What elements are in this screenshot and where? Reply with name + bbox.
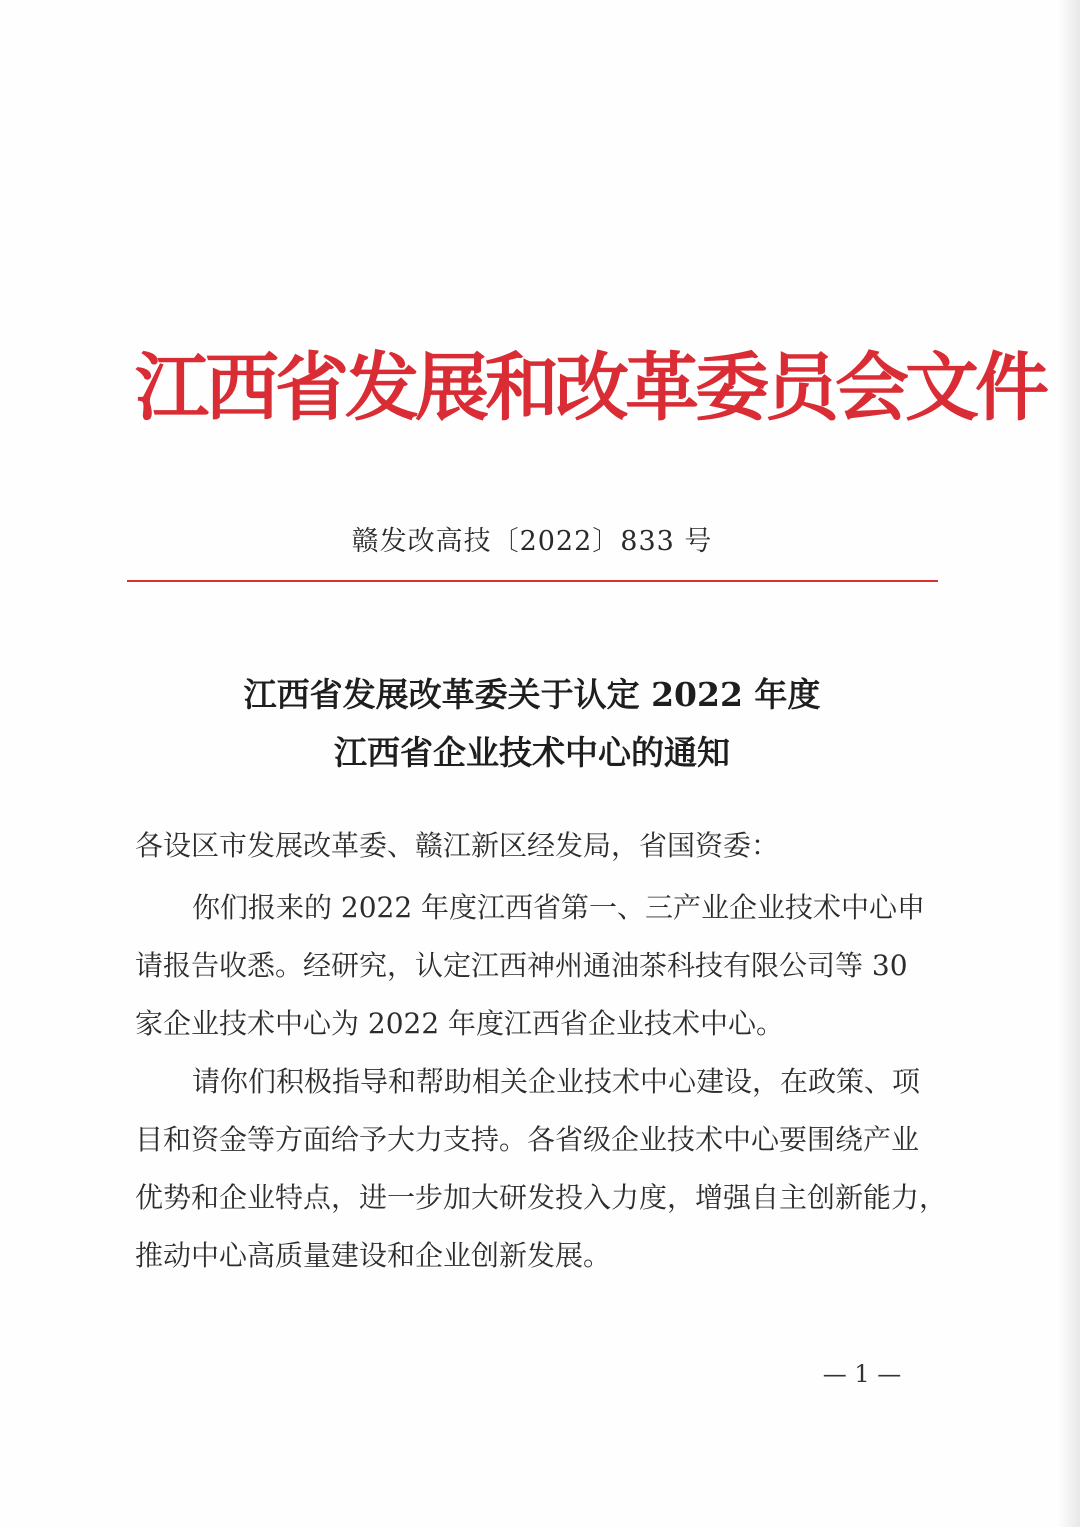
issuer-header: 江西省发展和改革委员会文件 bbox=[135, 345, 1045, 431]
document-number: 赣发改高技〔2022〕833 号 bbox=[351, 526, 713, 557]
paragraph-1-line-3: 家企业技术中心为 2022 年度江西省企业技术中心。 bbox=[135, 1007, 785, 1040]
paragraph-1-line-1: 你们报来的 2022 年度江西省第一、三产业企业技术中心申 bbox=[192, 891, 926, 924]
paragraph-2-line-1: 请你们积极指导和帮助相关企业技术中心建设，在政策、项 bbox=[192, 1065, 921, 1098]
paragraph-2-line-2: 目和资金等方面给予大力支持。各省级企业技术中心要围绕产业 bbox=[135, 1123, 920, 1156]
notice-title-line-1: 江西省发展改革委关于认定 2022 年度 bbox=[243, 675, 821, 714]
paragraph-1-line-2: 请报告收悉。经研究，认定江西神州通油茶科技有限公司等 30 bbox=[135, 949, 908, 982]
addressee-line: 各设区市发展改革委、赣江新区经发局，省国资委： bbox=[135, 829, 780, 862]
red-divider-line bbox=[127, 580, 938, 582]
paragraph-2-line-4: 推动中心高质量建设和企业创新发展。 bbox=[135, 1239, 612, 1272]
page-number: — 1 — bbox=[822, 1360, 902, 1388]
notice-title-line-2: 江西省企业技术中心的通知 bbox=[334, 733, 730, 772]
paragraph-2-line-3: 优势和企业特点，进一步加大研发投入力度，增强自主创新能力， bbox=[135, 1181, 948, 1214]
